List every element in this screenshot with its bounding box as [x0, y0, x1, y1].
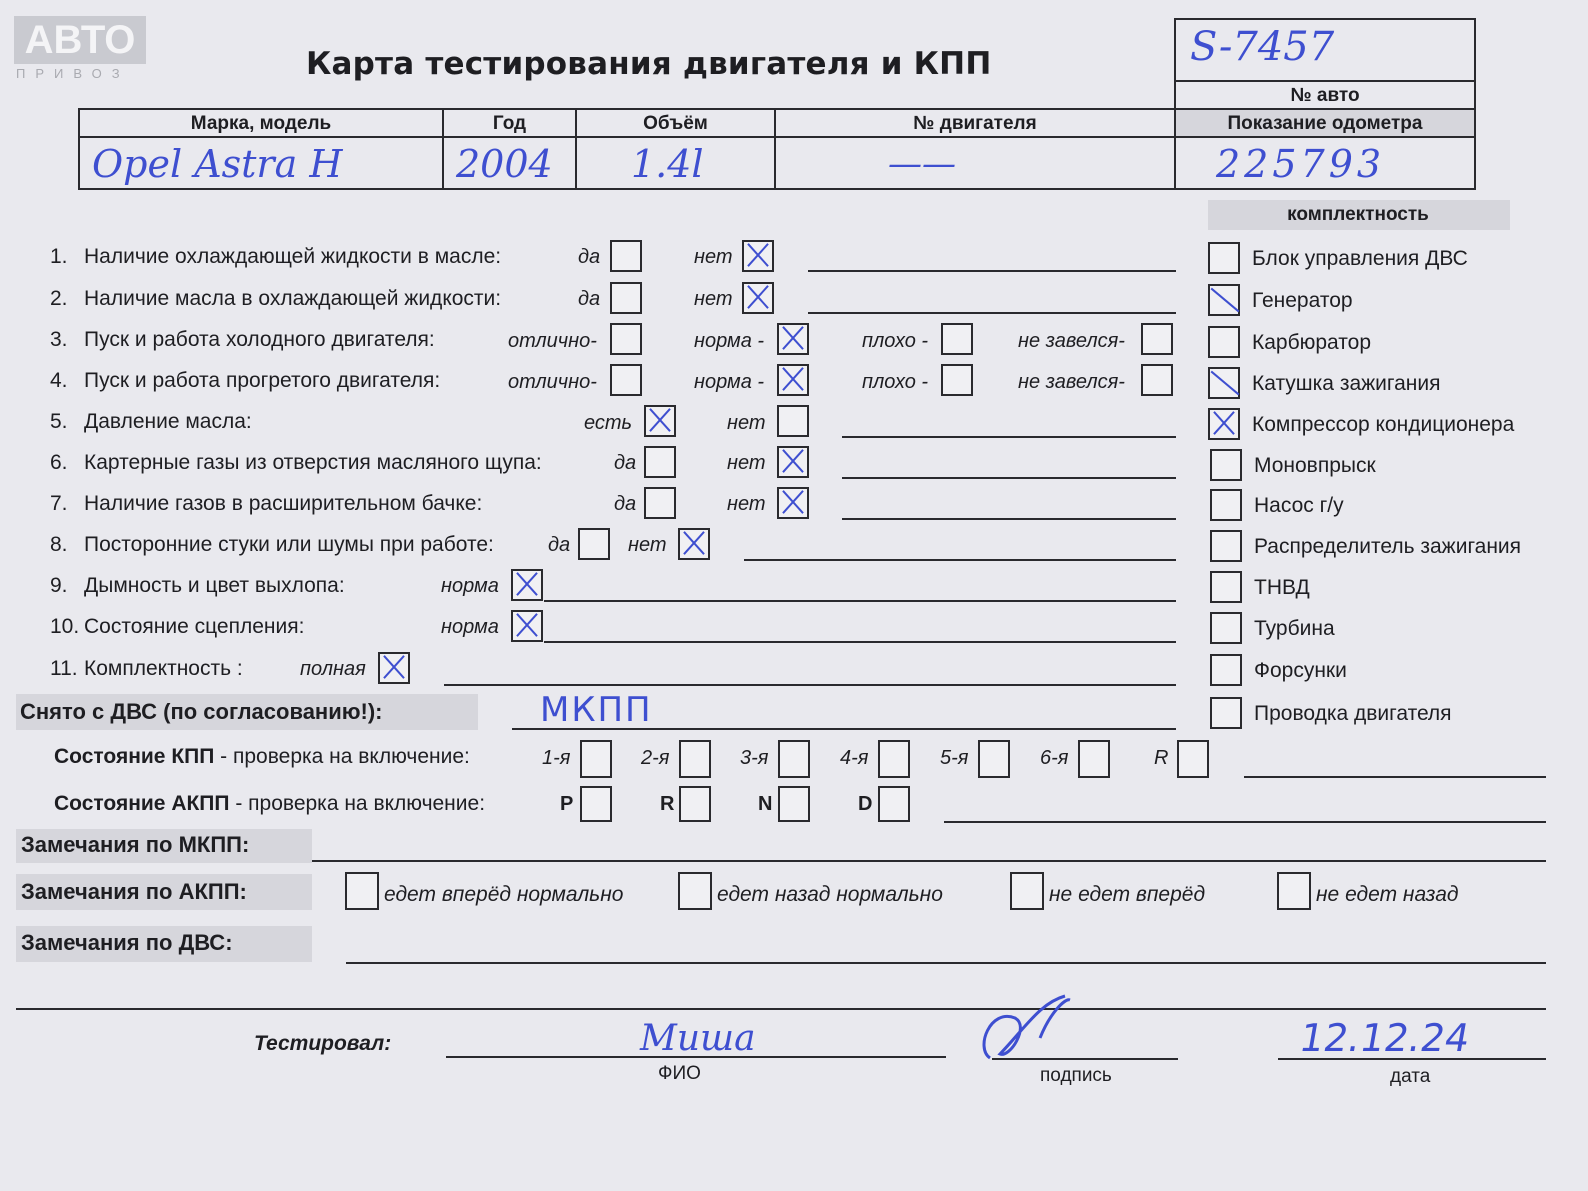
header-cell-odometer: [1174, 108, 1476, 138]
completeness-checkbox[interactable]: [1210, 489, 1242, 521]
completeness-item: Турбина: [1254, 617, 1335, 640]
tester-name: Миша: [640, 1018, 756, 1059]
completeness-item: Насос г/у: [1254, 494, 1344, 517]
checkbox[interactable]: [644, 446, 676, 478]
option-label: да: [614, 493, 637, 515]
remarks-mkpp-bg: [16, 829, 312, 863]
fio-label: ФИО: [658, 1063, 701, 1084]
checkbox-checked[interactable]: [777, 487, 809, 519]
checkbox[interactable]: [1141, 323, 1173, 355]
notes-line: [744, 559, 1176, 561]
header-model: Марка, модель: [190, 113, 332, 134]
checkbox-checked[interactable]: [742, 282, 774, 314]
akpp-remark-option: едет назад нормально: [717, 883, 943, 906]
value-volume: 1.4l: [631, 142, 704, 186]
checkbox-checked[interactable]: [678, 528, 710, 560]
remarks-mkpp-label: Замечания по МКПП:: [21, 832, 250, 857]
checkbox-checked[interactable]: [511, 610, 543, 642]
akpp-gear-label: P: [560, 793, 574, 815]
gear-label: 1-я: [542, 747, 571, 769]
question-text: Давление масла:: [84, 410, 252, 433]
gear-checkbox[interactable]: [878, 740, 910, 778]
akpp-gear-checkbox[interactable]: [679, 786, 711, 822]
option-label: да: [578, 288, 601, 310]
akpp-label: [54, 792, 485, 816]
car-number-value: S-7457: [1190, 24, 1335, 70]
option-label: норма: [441, 575, 499, 597]
completeness-checkbox[interactable]: [1210, 612, 1242, 644]
completeness-item: ТНВД: [1254, 576, 1310, 599]
notes-line: [444, 684, 1176, 686]
option-label: нет: [628, 534, 667, 556]
header-odometer: Показание одометра: [1227, 113, 1423, 134]
checkbox[interactable]: [610, 364, 642, 396]
tested-label: Тестировал:: [254, 1032, 392, 1055]
checkbox-checked[interactable]: [777, 446, 809, 478]
notes-line: [544, 641, 1176, 643]
value-cell-volume: [575, 136, 776, 190]
sign-label: подпись: [1040, 1065, 1112, 1086]
checkbox-checked[interactable]: [777, 364, 809, 396]
checkbox[interactable]: [644, 487, 676, 519]
akpp-label-rest: - проверка на включение:: [229, 792, 486, 815]
kpp-label-rest: - проверка на включение:: [214, 745, 470, 768]
removed-line: [512, 728, 1176, 730]
akpp-gear-label: R: [660, 793, 675, 815]
akpp-remark-option: едет вперёд нормально: [384, 883, 624, 906]
gear-checkbox[interactable]: [978, 740, 1010, 778]
gear-label: 2-я: [641, 747, 670, 769]
logo-sub: ПРИВОЗ: [16, 66, 130, 81]
option-label: норма -: [694, 371, 765, 393]
sign-line: [992, 1058, 1178, 1060]
car-number-box: [1174, 18, 1476, 82]
akpp-gear-label: N: [758, 793, 773, 815]
checkbox-checked[interactable]: [742, 240, 774, 272]
notes-line: [842, 477, 1176, 479]
completeness-checkbox[interactable]: [1208, 242, 1240, 274]
header-year: Год: [492, 113, 527, 134]
completeness-checkbox-checked[interactable]: [1208, 284, 1240, 316]
gear-checkbox[interactable]: [580, 740, 612, 778]
option-label: да: [614, 452, 637, 474]
option-label: отлично-: [508, 371, 597, 393]
akpp-remark-checkbox[interactable]: [678, 872, 712, 910]
akpp-gear-checkbox[interactable]: [778, 786, 810, 822]
checkbox[interactable]: [610, 282, 642, 314]
checkbox[interactable]: [941, 323, 973, 355]
remarks-dvs-line-2: [16, 1008, 1546, 1010]
question-text: Пуск и работа прогретого двигателя:: [84, 369, 441, 392]
remarks-dvs-label: Замечания по ДВС:: [21, 930, 233, 955]
checkbox[interactable]: [610, 240, 642, 272]
completeness-checkbox[interactable]: [1210, 571, 1242, 603]
question-number: 4.: [50, 369, 68, 392]
test-date: 12.12.24: [1296, 1016, 1474, 1060]
akpp-remark-option: не едет вперёд: [1049, 883, 1206, 906]
completeness-item: Моновпрыск: [1254, 454, 1376, 477]
option-label: отлично-: [508, 330, 597, 352]
question-number: 1.: [50, 245, 68, 268]
question-text: Пуск и работа холодного двигателя:: [84, 328, 435, 351]
akpp-remark-option: не едет назад: [1316, 883, 1459, 906]
gear-label: 6-я: [1040, 747, 1069, 769]
akpp-label-bold: Состояние АКПП: [54, 792, 230, 815]
completeness-header: комплектность: [1287, 204, 1429, 225]
value-cell-model: [78, 136, 444, 190]
question-number: 10.: [50, 615, 80, 638]
kpp-label: [54, 745, 470, 769]
akpp-notes-line: [944, 821, 1546, 823]
header-volume: Объём: [643, 113, 708, 134]
checkbox-checked[interactable]: [511, 569, 543, 601]
notes-line: [842, 436, 1176, 438]
option-label: не завелся-: [1018, 330, 1125, 352]
completeness-item: Катушка зажигания: [1252, 372, 1441, 395]
kpp-label-bold: Состояние КПП: [54, 745, 215, 768]
gear-label: R: [1154, 747, 1169, 769]
akpp-gear-label: D: [858, 793, 873, 815]
option-label: норма: [441, 616, 499, 638]
fio-line: [446, 1056, 946, 1058]
signature-image: [970, 988, 1080, 1068]
option-label: плохо -: [862, 330, 929, 352]
gear-checkbox[interactable]: [1078, 740, 1110, 778]
checkbox[interactable]: [578, 528, 610, 560]
completeness-header-bg: [1208, 200, 1510, 230]
header-cell-volume: [575, 108, 776, 138]
header-cell-model: [78, 108, 444, 138]
question-text: Наличие масла в охлаждающей жидкости:: [84, 287, 502, 310]
question-number: 8.: [50, 533, 68, 556]
completeness-item: Компрессор кондиционера: [1252, 413, 1515, 436]
value-odometer: 225793: [1216, 142, 1386, 186]
kpp-notes-line: [1244, 776, 1546, 778]
remarks-akpp-bg: [16, 874, 312, 910]
removed-label-bg: [16, 694, 478, 730]
checkbox-checked[interactable]: [777, 323, 809, 355]
notes-line: [808, 270, 1176, 272]
checkbox-checked[interactable]: [378, 652, 410, 684]
completeness-item: Распределитель зажигания: [1254, 535, 1522, 558]
question-number: 3.: [50, 328, 68, 351]
value-model: Opel Astra H: [92, 142, 343, 186]
completeness-checkbox[interactable]: [1208, 326, 1240, 358]
value-engine: ——: [888, 144, 956, 184]
option-label: нет: [694, 288, 733, 310]
value-cell-engine: [774, 136, 1176, 190]
question-text: Наличие газов в расширительном бачке:: [84, 492, 483, 515]
question-number: 11.: [50, 657, 78, 680]
completeness-checkbox-checked[interactable]: [1208, 367, 1240, 399]
checkbox[interactable]: [1141, 364, 1173, 396]
gear-label: 3-я: [740, 747, 769, 769]
completeness-checkbox[interactable]: [1210, 654, 1242, 686]
company-logo: [14, 16, 146, 81]
akpp-gear-checkbox[interactable]: [580, 786, 612, 822]
checkbox[interactable]: [941, 364, 973, 396]
question-text: Наличие охлаждающей жидкости в масле:: [84, 245, 502, 268]
option-label: да: [548, 534, 571, 556]
completeness-item: Блок управления ДВС: [1252, 247, 1468, 270]
gear-label: 4-я: [840, 747, 869, 769]
checkbox[interactable]: [777, 405, 809, 437]
completeness-item: Проводка двигателя: [1254, 702, 1452, 725]
notes-line: [842, 518, 1176, 520]
checkbox[interactable]: [610, 323, 642, 355]
removed-label: Снято с ДВС (по согласованию!):: [20, 699, 383, 724]
remarks-dvs-line: [346, 962, 1546, 964]
option-label: норма -: [694, 330, 765, 352]
notes-line: [544, 600, 1176, 602]
gear-checkbox[interactable]: [1177, 740, 1209, 778]
question-text: Комплектность :: [84, 657, 243, 680]
option-label: не завелся-: [1018, 371, 1125, 393]
completeness-item: Карбюратор: [1252, 331, 1372, 354]
car-number-label-cell: [1174, 80, 1476, 110]
question-text: Дымность и цвет выхлопа:: [84, 574, 345, 597]
option-label: плохо -: [862, 371, 929, 393]
question-number: 2.: [50, 287, 68, 310]
header-engine: № двигателя: [913, 113, 1037, 134]
question-number: 5.: [50, 410, 68, 433]
completeness-item: Форсунки: [1254, 659, 1347, 682]
date-label: дата: [1390, 1066, 1431, 1087]
question-number: 9.: [50, 574, 68, 597]
completeness-item: Генератор: [1252, 289, 1353, 312]
option-label: да: [578, 246, 601, 268]
remarks-akpp-label: Замечания по АКПП:: [21, 879, 247, 904]
completeness-checkbox[interactable]: [1210, 697, 1242, 729]
completeness-checkbox-checked[interactable]: [1208, 408, 1240, 440]
gear-checkbox[interactable]: [778, 740, 810, 778]
logo-main: АВТО: [14, 16, 146, 64]
question-text: Посторонние стуки или шумы при работе:: [84, 533, 494, 556]
remarks-dvs-bg: [16, 926, 312, 962]
question-number: 6.: [50, 451, 68, 474]
option-label: нет: [727, 493, 766, 515]
akpp-remark-checkbox[interactable]: [1277, 872, 1311, 910]
gear-label: 5-я: [940, 747, 969, 769]
value-year: 2004: [456, 142, 553, 186]
remarks-mkpp-line: [312, 860, 1546, 862]
removed-value: МКПП: [540, 690, 653, 730]
page-title: Карта тестирования двигателя и КПП: [306, 46, 992, 82]
akpp-remark-checkbox[interactable]: [1010, 872, 1044, 910]
question-text: Картерные газы из отверстия масляного щупа:: [84, 451, 542, 474]
checkbox-checked[interactable]: [644, 405, 676, 437]
header-cell-year: [442, 108, 577, 138]
option-label: полная: [300, 658, 366, 680]
gear-checkbox[interactable]: [679, 740, 711, 778]
header-cell-engine: [774, 108, 1176, 138]
date-line: [1278, 1058, 1546, 1060]
notes-line: [808, 312, 1176, 314]
akpp-gear-checkbox[interactable]: [878, 786, 910, 822]
option-label: нет: [727, 452, 766, 474]
completeness-checkbox[interactable]: [1210, 530, 1242, 562]
car-number-label: № авто: [1290, 85, 1360, 106]
option-label: есть: [584, 412, 633, 434]
completeness-checkbox[interactable]: [1210, 449, 1242, 481]
option-label: нет: [727, 412, 766, 434]
question-number: 7.: [50, 492, 68, 515]
value-cell-year: [442, 136, 577, 190]
option-label: нет: [694, 246, 733, 268]
akpp-remark-checkbox[interactable]: [345, 872, 379, 910]
value-cell-odometer: [1174, 136, 1476, 190]
question-text: Состояние сцепления:: [84, 615, 305, 638]
